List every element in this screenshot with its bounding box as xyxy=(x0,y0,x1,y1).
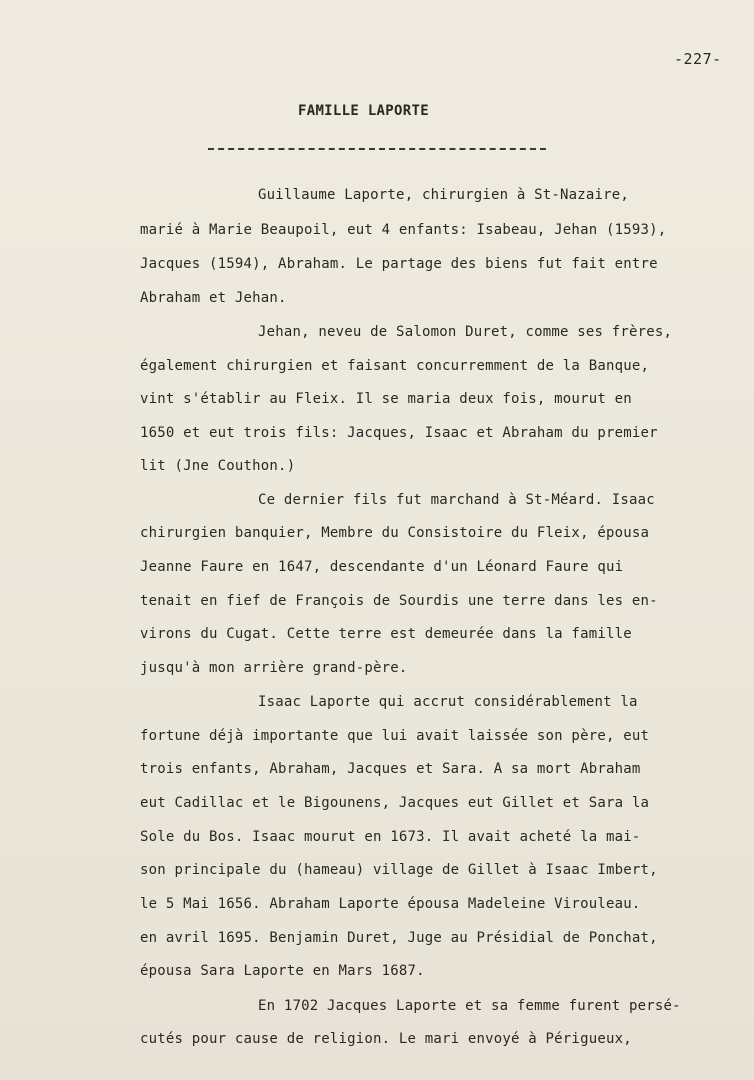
text-line: le 5 Mai 1656. Abraham Laporte épousa Madeleine Virouleau. xyxy=(140,896,641,912)
text-line: épousa Sara Laporte en Mars 1687. xyxy=(140,963,425,979)
text-line: chirurgien banquier, Membre du Consistoire du Fleix, épousa xyxy=(140,525,650,541)
text-line: également chirurgien et faisant concurremment de la Banque, xyxy=(140,358,650,374)
text-line: Abraham et Jehan. xyxy=(140,290,287,306)
text-line: Ce dernier fils fut marchand à St-Méard. Isaac xyxy=(258,492,655,508)
text-line: son principale du (hameau) village de Gillet à Isaac Imbert, xyxy=(140,862,658,878)
text-line: lit (Jne Couthon.) xyxy=(140,458,296,474)
text-line: Guillaume Laporte, chirurgien à St-Nazaire, xyxy=(258,187,630,203)
document-title: FAMILLE LAPORTE xyxy=(298,103,429,119)
page-number: -227- xyxy=(674,50,722,68)
text-line: vint s'établir au Fleix. Il se maria deux fois, mourut en xyxy=(140,391,632,407)
text-line: fortune déjà importante que lui avait laissée son père, eut xyxy=(140,728,650,744)
text-line: Jehan, neveu de Salomon Duret, comme ses frères, xyxy=(258,324,673,340)
title-underline xyxy=(208,148,546,150)
text-line: Jacques (1594), Abraham. Le partage des biens fut fait entre xyxy=(140,256,658,272)
text-line: tenait en fief de François de Sourdis une terre dans les en- xyxy=(140,593,658,609)
text-line: virons du Cugat. Cette terre est demeurée dans la famille xyxy=(140,626,632,642)
text-line: Sole du Bos. Isaac mourut en 1673. Il avait acheté la mai- xyxy=(140,829,641,845)
text-line: trois enfants, Abraham, Jacques et Sara. A sa mort Abraham xyxy=(140,761,641,777)
text-line: cutés pour cause de religion. Le mari envoyé à Périgueux, xyxy=(140,1031,632,1047)
text-line: 1650 et eut trois fils: Jacques, Isaac et Abraham du premier xyxy=(140,425,658,441)
text-line: En 1702 Jacques Laporte et sa femme furent persé- xyxy=(258,998,681,1014)
text-line: eut Cadillac et le Bigounens, Jacques eut Gillet et Sara la xyxy=(140,795,650,811)
text-line: jusqu'à mon arrière grand-père. xyxy=(140,660,408,676)
text-line: Jeanne Faure en 1647, descendante d'un Léonard Faure qui xyxy=(140,559,624,575)
text-line: Isaac Laporte qui accrut considérablement la xyxy=(258,694,638,710)
text-line: en avril 1695. Benjamin Duret, Juge au Présidial de Ponchat, xyxy=(140,930,658,946)
text-line: marié à Marie Beaupoil, eut 4 enfants: Isabeau, Jehan (1593), xyxy=(140,222,667,238)
